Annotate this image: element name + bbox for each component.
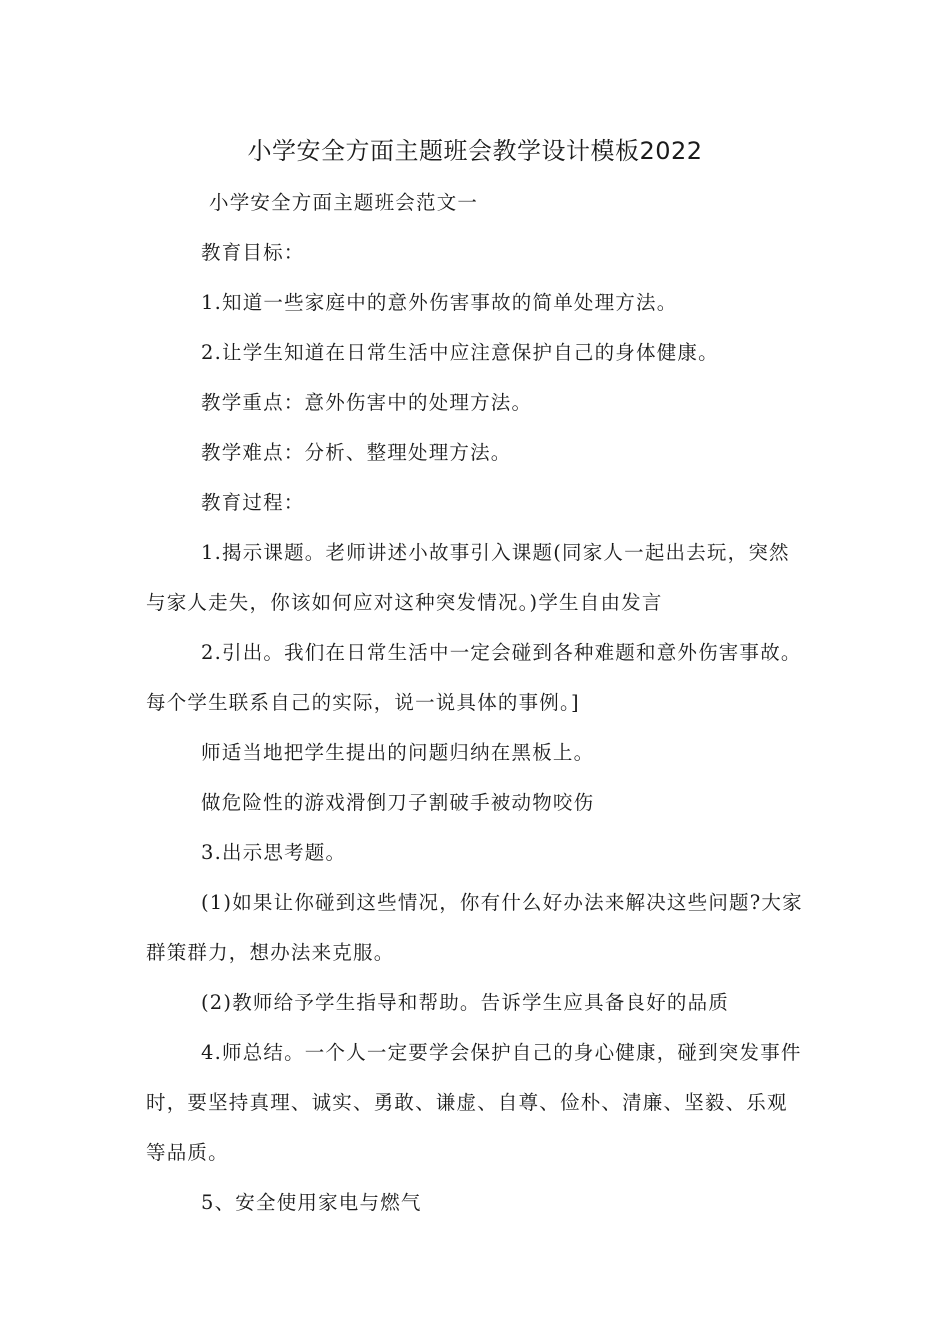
paragraph: 教育过程：	[201, 491, 305, 514]
document-title: 小学安全方面主题班会教学设计模板2022	[247, 137, 703, 165]
document-body	[146, 178, 806, 1228]
paragraph: 1.知道一些家庭中的意外伤害事故的简单处理方法。	[201, 291, 678, 314]
paragraph: 做危险性的游戏滑倒刀子割破手被动物咬伤	[201, 791, 595, 814]
paragraph: 教育目标：	[201, 241, 305, 264]
paragraph: (2)教师给予学生指导和帮助。告诉学生应具备良好的品质	[201, 991, 730, 1014]
paragraph: 5、安全使用家电与燃气	[201, 1191, 422, 1214]
paragraph: 4.师总结。一个人一定要学会保护自己的身心健康，碰到突发事件时，要坚持真理、诚实、勇敢、谦虚、自尊、俭朴、清廉、坚毅、乐观等品质。	[146, 1041, 802, 1164]
section-heading: 小学安全方面主题班会范文一	[209, 191, 479, 214]
paragraph: 3.出示思考题。	[201, 841, 347, 864]
paragraph: 教学难点：分析、整理处理方法。	[201, 441, 512, 464]
paragraph: 1.揭示课题。老师讲述小故事引入课题(同家人一起出去玩，突然与家人走失，你该如何应对这种突发情况。)学生自由发言	[146, 541, 790, 614]
paragraph: (1)如果让你碰到这些情况，你有什么好办法来解决这些问题?大家群策群力，想办法来克服。	[146, 891, 803, 964]
paragraph: 教学重点：意外伤害中的处理方法。	[201, 391, 533, 414]
paragraph: 2.让学生知道在日常生活中应注意保护自己的身体健康。	[201, 341, 719, 364]
paragraph: 师适当地把学生提出的问题归纳在黑板上。	[201, 741, 595, 764]
paragraph: 2.引出。我们在日常生活中一定会碰到各种难题和意外伤害事故。每个学生联系自己的实际，说一说具体的事例。]	[146, 641, 802, 714]
